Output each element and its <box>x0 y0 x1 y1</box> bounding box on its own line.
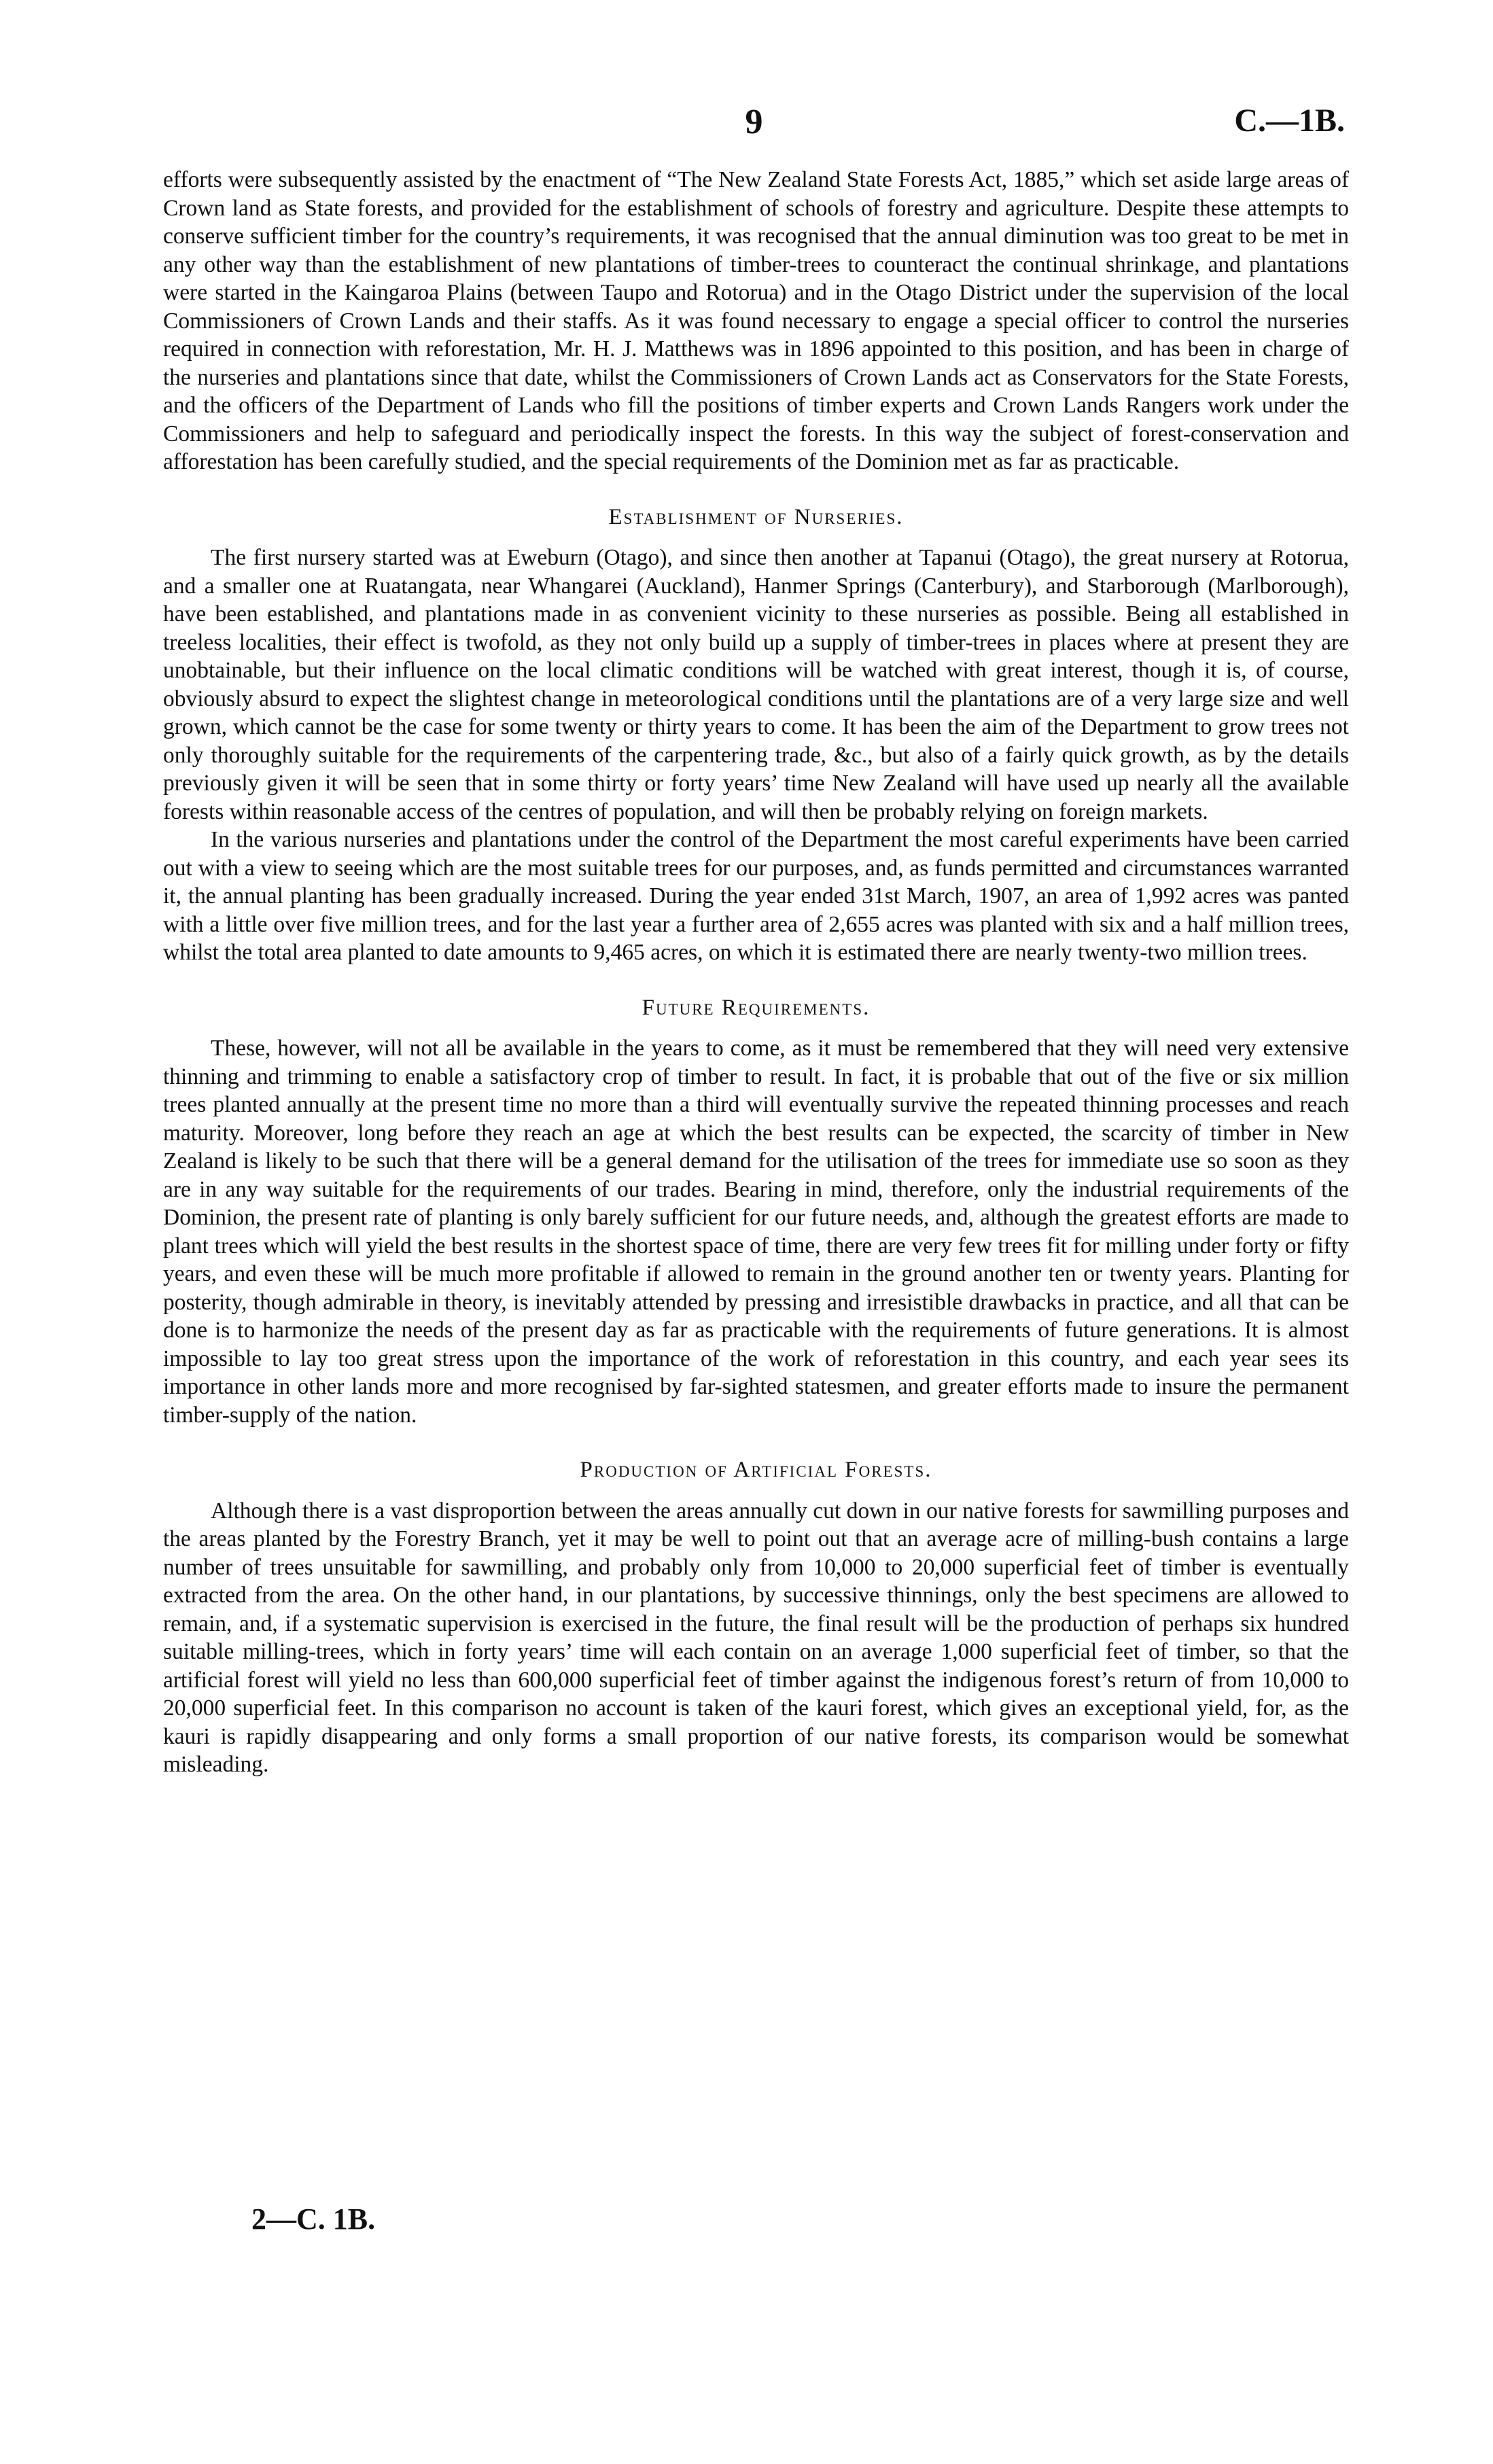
page-header <box>163 102 1345 149</box>
paragraph-future: These, however, will not all be available in the years to come, as it must be remembered that they will need very extensive thinning and trimming to enable a satisfactory crop of timber to result. In fact, it is probable that out of the five or six million trees planted annually at the present time no more than a third will eventually survive the repeated thinning processes and reach maturity. Moreover, long before they reach an age at which the best results can be expected, the scarcity of timber in New Zealand is likely to be such that there will be a general demand for the utilisation of the trees for immediate use so soon as they are in any way suitable for the requirements of our trades. Bearing in mind, therefore, only the industrial requirements of the Dominion, the present rate of planting is only barely sufficient for our future needs, and, although the greatest efforts are made to plant trees which will yield the best results in the shortest space of time, there are very few trees fit for milling under forty or fifty years, and even these will be much more profitable if allowed to remain in the ground another ten or twenty years. Planting for posterity, though admirable in theory, is inevitably attended by pressing and irresistible drawbacks in practice, and all that can be done is to harmonize the needs of the present day as far as practicable with the requirements of future generations. It is almost impossible to lay too great stress upon the importance of the work of reforestation in this country, and each year sees its importance in other lands more and more recognised by far-sighted statesmen, and greater efforts made to insure the permanent timber-supply of the nation. <box>163 1036 1349 1428</box>
paragraph-artificial-forests: Although there is a vast disproportion between the areas annually cut down in our native forests for sawmilling purposes and the areas planted by the Forestry Branch, yet it may be well to point out that an average acre of milling-bush contains a large number of trees unsuitable for sawmilling, and probably only from 10,000 to 20,000 superficial feet of timber is eventually extracted from the area. On the other hand, in our plantations, by successive thinnings, only the best specimens are allowed to remain, and, if a systematic supervision is exercised in the future, the final result will be the production of perhaps six hundred suitable milling-trees, which in forty years’ time will each contain on an average 1,000 superficial feet of timber, so that the artificial forest will yield no less than 600,000 superficial feet of timber against the indigenous forest’s return of from 10,000 to 20,000 superficial feet. In this comparison no account is taken of the kauri forest, which gives an exceptional yield, for, as the kauri is rapidly disappearing and only forms a small proportion of our native forests, its comparison would be somewhat misleading. <box>163 1498 1349 1777</box>
section-heading-artificial-forests: Production of Artificial Forests. <box>580 1458 932 1482</box>
section-heading-future: Future Requirements. <box>642 995 871 1020</box>
page-body <box>163 166 1349 1779</box>
signature-mark: 2—C. 1B. <box>251 2202 376 2236</box>
paragraph-nurseries-2: In the various nurseries and plantations under the control of the Department the most careful experiments have been carried out with a view to seeing which are the most suitable trees for our purposes, and, as funds permitted and circumstances warranted it, the annual planting has been gradually increased. During the year ended 31st March, 1907, an area of 1,992 acres was panted with a little over five million trees, and for the last year a further area of 2,655 acres was planted with six and a half million trees, whilst the total area planted to date amounts to 9,465 acres, on which it is estimated there are nearly twenty-two million trees. <box>163 827 1349 965</box>
document-reference: C.—1B. <box>1234 103 1345 139</box>
paragraph-nurseries-1: The first nursery started was at Eweburn (Otago), and since then another at Tapanui (Otago), the great nursery at Rotorua, and a smaller one at Ruatangata, near Whangarei (Auckland), Hanmer Springs (Canterbury), and Starborough (Marlborough), have been established, and plantations made in as convenient vicinity to these nurseries as possible. Being all established in treeless localities, their effect is twofold, as they not only build up a supply of timber-trees in places where at present they are unobtainable, but their influence on the local climatic conditions will be watched with great interest, though it is, of course, obviously absurd to expect the slightest change in meteorological conditions until the plantations are of a very large size and well grown, which cannot be the case for some twenty or thirty years to come. It has been the aim of the Department to grow trees not only thoroughly suitable for the requirements of the carpentering trade, &c., but also of a fairly quick growth, as by the details previously given it will be seen that in some thirty or forty years’ time New Zealand will have used up nearly all the available forests within reasonable access of the centres of population, and will then be probably relying on foreign markets. <box>163 545 1349 824</box>
paragraph-intro: efforts were subsequently assisted by the enactment of “The New Zealand State Forests Act, 1885,” which set aside large areas of Crown land as State forests, and provided for the establishment of schools of forestry and agriculture. Despite these attempts to conserve sufficient timber for the country’s requirements, it was recognised that the annual diminution was too great to be met in any other way than the establishment of new plantations of timber-trees to counteract the continual shrinkage, and plantations were started in the Kaingaroa Plains (between Taupo and Rotorua) and in the Otago District under the supervision of the local Commissioners of Crown Lands and their staffs. As it was found necessary to engage a special officer to control the nurseries required in connection with reforestation, Mr. H. J. Matthews was in 1896 appointed to this position, and has been in charge of the nurseries and plantations since that date, whilst the Commissioners of Crown Lands act as Conservators for the State Forests, and the officers of the Department of Lands who fill the positions of timber experts and Crown Lands Rangers work under the Commissioners and help to safeguard and periodically inspect the forests. In this way the subject of forest-conservation and afforestation has been carefully studied, and the special requirements of the Dominion met as far as practicable. <box>163 167 1349 474</box>
page-number: 9 <box>745 103 763 141</box>
section-heading-nurseries: Establishment of Nurseries. <box>608 504 904 529</box>
